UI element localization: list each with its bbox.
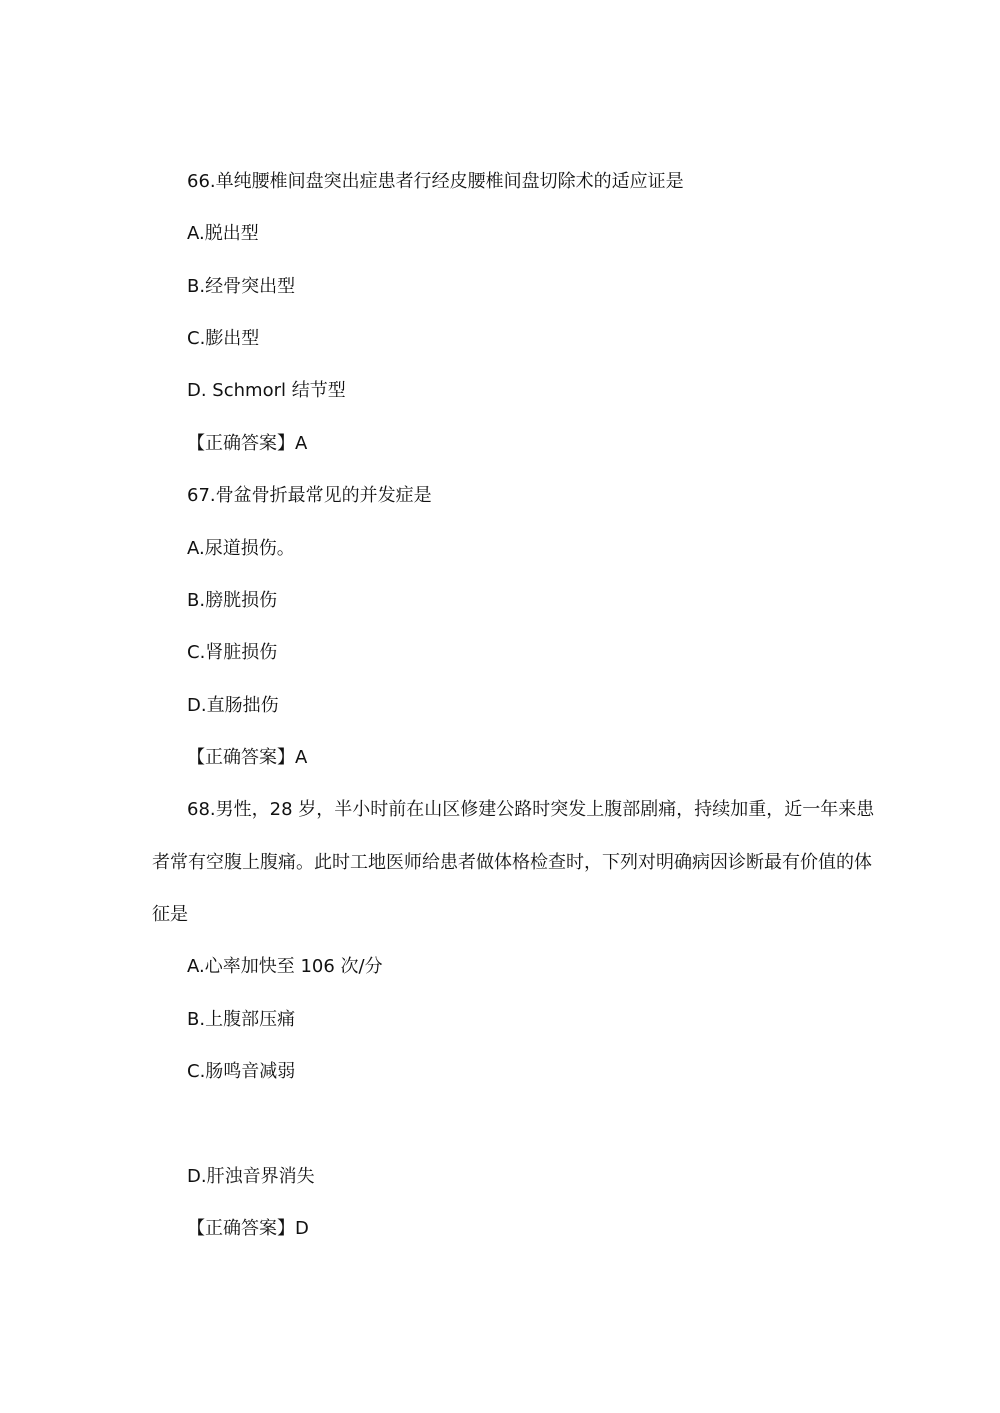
question-68-option-b: B.上腹部压痛 bbox=[187, 1009, 296, 1030]
question-67-option-d: D.直肠拙伤 bbox=[187, 695, 279, 716]
question-66-answer: 【正确答案】A bbox=[187, 433, 308, 454]
question-68-stem-line-3: 征是 bbox=[152, 904, 188, 925]
question-67-option-b: B.膀胱损伤 bbox=[187, 590, 278, 611]
question-66-option-a: A.脱出型 bbox=[187, 223, 259, 244]
question-66-option-b: B.经骨突出型 bbox=[187, 276, 296, 297]
question-66-stem: 66.单纯腰椎间盘突出症患者行经皮腰椎间盘切除术的适应证是 bbox=[187, 171, 684, 192]
question-68-stem-line-1: 68.男性，28 岁，半小时前在山区修建公路时突发上腹部剧痛，持续加重，近一年来患 bbox=[187, 799, 875, 820]
question-67-stem: 67.骨盆骨折最常见的并发症是 bbox=[187, 485, 432, 506]
question-68-option-c: C.肠鸣音减弱 bbox=[187, 1061, 296, 1082]
question-68-option-a: A.心率加快至 106 次/分 bbox=[187, 956, 383, 977]
question-66-option-d: D. Schmorl 结节型 bbox=[187, 380, 346, 401]
question-67-answer: 【正确答案】A bbox=[187, 747, 308, 768]
question-68-answer: 【正确答案】D bbox=[187, 1218, 309, 1239]
question-68-stem-line-2: 者常有空腹上腹痛。此时工地医师给患者做体格检查时，下列对明确病因诊断最有价值的体 bbox=[152, 852, 872, 873]
question-68-option-d: D.肝浊音界消失 bbox=[187, 1166, 315, 1187]
question-67-option-c: C.肾脏损伤 bbox=[187, 642, 278, 663]
question-67-option-a: A.尿道损伤。 bbox=[187, 538, 295, 559]
question-66-option-c: C.膨出型 bbox=[187, 328, 260, 349]
